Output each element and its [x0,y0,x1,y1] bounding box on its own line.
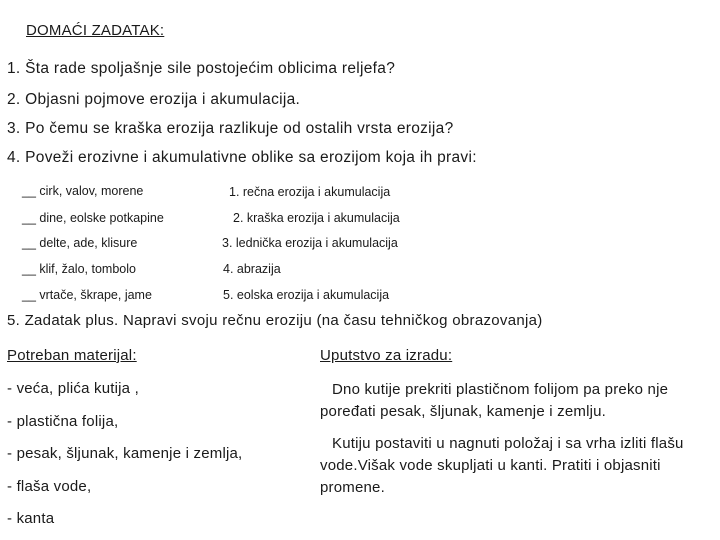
material-item: - kanta [7,510,55,527]
question-3: 3. Po čemu se kraška erozija razlikuje od ostalih vrsta erozija? [7,120,454,137]
match-right-item: 2. kraška erozija i akumulacija [233,211,400,225]
material-item: - pesak, šljunak, kamenje i zemlja, [7,445,243,462]
materials-heading: Potreban materijal: [7,347,137,364]
question-4: 4. Poveži erozivne i akumulativne oblike sa erozijom koja ih pravi: [7,149,477,166]
material-item: - veća, plića kutija , [7,380,139,397]
instructions-paragraph: Dno kutije prekriti plastičnom folijom pa preko nje poređati pesak, šljunak, kamenje i zemlju. [320,381,669,420]
match-left-item: __ klif, žalo, tombolo [22,262,136,276]
material-item: - plastična folija, [7,413,119,430]
match-left-item: __ delte, ade, klisure [22,236,138,250]
question-2: 2. Objasni pojmove erozija i akumulacija. [7,91,301,108]
match-right-item: 3. lednička erozija i akumulacija [222,236,398,250]
match-right-item: 5. eolska erozija i akumulacija [223,288,390,302]
match-right-item: 4. abrazija [223,262,281,276]
match-left-item: __ dine, eolske potkapine [22,211,164,225]
question-1: 1. Šta rade spoljašnje sile postojećim oblicima reljefa? [7,60,396,77]
instructions-heading: Uputstvo za izradu: [320,347,453,364]
match-left-item: __ cirk, valov, morene [22,184,144,198]
task-5: 5. Zadatak plus. Napravi svoju rečnu eroziju (na času tehničkog obrazovanja) [7,312,543,329]
match-right-item: 1. rečna erozija i akumulacija [229,185,391,199]
match-left-item: __ vrtače, škrape, jame [22,288,152,302]
instructions-paragraph: Kutiju postaviti u nagnuti položaj i sa vrha izliti flašu vode.Višak vode skupljati u kanti. Pratiti i objasniti promene. [320,435,684,496]
material-item: - flaša vode, [7,478,92,495]
page-title: DOMAĆI ZADATAK: [26,22,165,39]
